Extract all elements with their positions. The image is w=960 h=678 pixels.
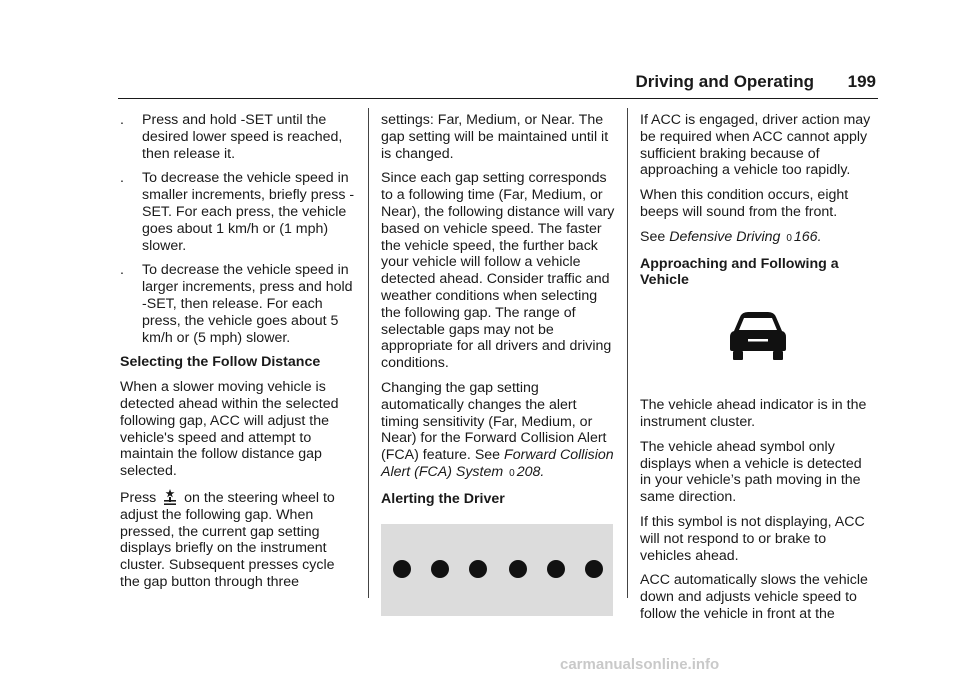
alert-dot xyxy=(393,560,411,578)
bullet-mark: . xyxy=(120,112,124,128)
paragraph: When this condition occurs, eight beeps will sound from the front. xyxy=(640,187,849,220)
paragraph: ACC automatically slows the vehicle down and adjusts vehicle speed to follow the vehicle in front at the xyxy=(640,572,868,622)
list-item xyxy=(120,170,358,254)
alert-dots-icon xyxy=(393,560,603,578)
column-2 xyxy=(381,112,617,616)
paragraph: Changing the gap setting automatically changes the alert timing sensitivity (Far, Medium, or Near) for the Forward Collision Alert (FCA) feature. See Forward Collision Alert (FCA) System 0 208. xyxy=(381,379,614,480)
follow-gap-icon xyxy=(161,488,179,506)
header-rule xyxy=(118,98,878,99)
page-header xyxy=(118,72,878,94)
bullet-mark: . xyxy=(120,170,124,187)
bullet-text: To decrease the vehicle speed in larger increments, press and hold -SET, then release. For each press, the vehicle goes about 5 km/h or (5 mph) slower. xyxy=(142,262,353,346)
paragraph: The vehicle ahead symbol only displays when a vehicle is detected in your vehicle’s path moving in the same direction. xyxy=(640,438,862,506)
page-ref-arrow: 0 xyxy=(509,467,515,479)
page-ref-arrow: 0 xyxy=(786,232,792,244)
column-3 xyxy=(640,112,876,631)
paragraph-text: on the steering wheel to adjust the following gap. When pressed, the current gap setting displays briefly on the instrument cluster. Subsequent presses cycle the gap button through three xyxy=(120,489,335,590)
paragraph-text: Press xyxy=(120,489,157,506)
paragraph: The vehicle ahead indicator is in the instrument cluster. xyxy=(640,397,867,430)
cross-reference-link[interactable]: Forward Collision Alert (FCA) System xyxy=(381,447,614,480)
alert-dot xyxy=(585,560,603,578)
column-divider xyxy=(627,108,628,598)
bullet-mark: . xyxy=(120,262,124,279)
alert-dot xyxy=(547,560,565,578)
subheading: Approaching and Following a Vehicle xyxy=(640,255,839,289)
column-divider xyxy=(368,108,369,598)
bullet-text: To decrease the vehicle speed in smaller increments, briefly press -SET. For each press, the vehicle goes about 1 km/h or (1 mph) slower. xyxy=(142,170,355,254)
paragraph: If ACC is engaged, driver action may be required when ACC cannot apply sufficient braking because of approaching a vehicle too rapidly. xyxy=(640,112,871,179)
subheading: Alerting the Driver xyxy=(381,490,505,507)
page-ref-number[interactable]: 208 xyxy=(516,463,541,480)
watermark: carmanualsonline.info xyxy=(560,656,720,673)
list-item xyxy=(120,262,358,346)
paragraph: When a slower moving vehicle is detected ahead within the selected following gap, ACC will adjust the vehicle's speed and attempt to maintain the follow distance gap selected. xyxy=(120,379,339,480)
paragraph: See Defensive Driving 0 166. xyxy=(640,228,822,245)
alert-dot xyxy=(469,560,487,578)
alert-dot xyxy=(509,560,527,578)
alert-display-illustration xyxy=(381,524,613,616)
paragraph-text: Changing the gap setting automatically changes the alert timing sensitivity (Far, Medium, or Near) for the Forward Collision Alert (FCA) feature. See xyxy=(381,379,607,464)
paragraph-text: See xyxy=(640,228,666,245)
paragraph: Since each gap setting corresponds to a following time (Far, Medium, or Near), the following distance will vary based on vehicle speed. The faster the vehicle speed, the further back your vehicle will follow a vehicle detected ahead. Consider traffic and weather conditions when selecting the following gap. The range of selectable gaps may not be appropriate for all drivers and driving conditions. xyxy=(381,170,615,372)
section-title: Driving and Operating xyxy=(635,72,814,91)
bullet-text: Press and hold -SET until the desired lower speed is reached, then release it. xyxy=(142,112,343,162)
page-ref-number[interactable]: 166 xyxy=(793,228,818,245)
paragraph: If this symbol is not displaying, ACC will not respond to or brake to vehicles ahead. xyxy=(640,513,865,564)
alert-dot xyxy=(431,560,449,578)
subheading: Selecting the Follow Distance xyxy=(120,354,321,371)
paragraph: settings: Far, Medium, or Near. The gap setting will be maintained until it is changed. xyxy=(381,112,609,162)
cross-reference-link[interactable]: Defensive Driving xyxy=(669,228,781,245)
list-item xyxy=(120,112,358,162)
paragraph xyxy=(120,488,358,591)
page-number: 199 xyxy=(847,72,876,91)
vehicle-ahead-icon xyxy=(640,297,876,393)
column-1 xyxy=(120,112,358,599)
